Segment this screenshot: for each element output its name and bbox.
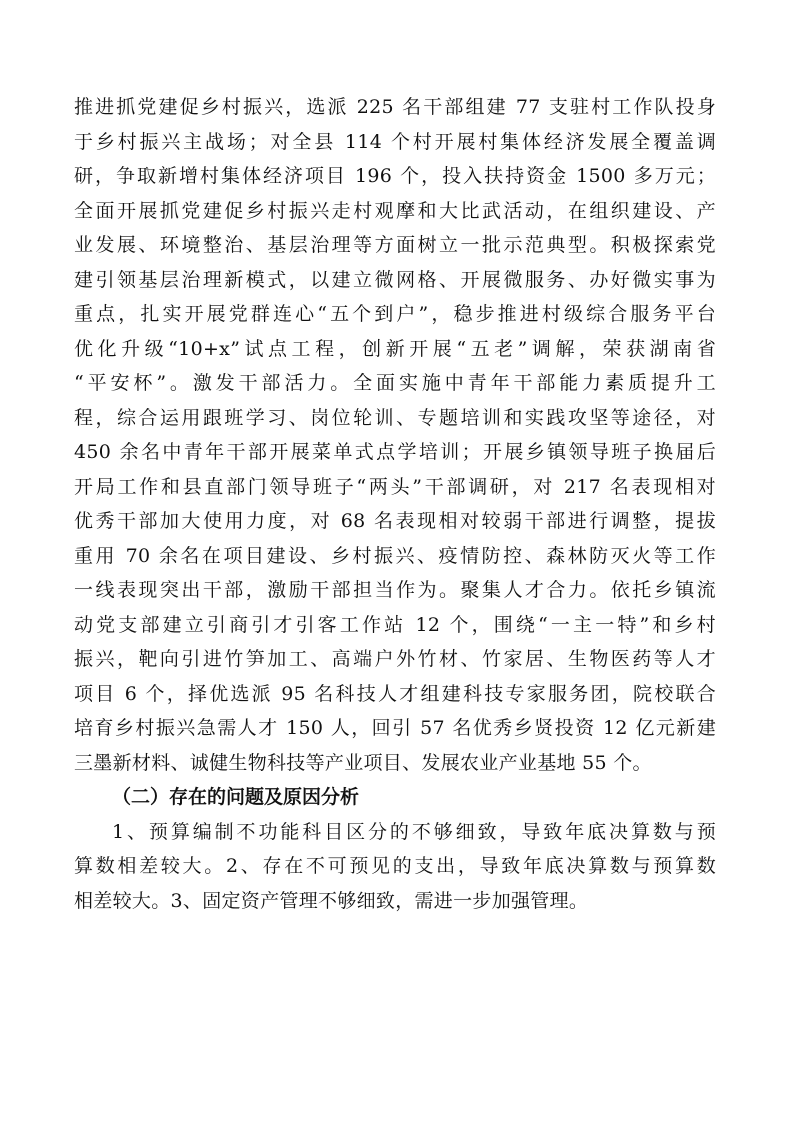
- text-line: 振兴，靶向引进竹笋加工、高端户外竹材、竹家居、生物医药等人才: [74, 648, 716, 670]
- text-line: 全面开展抓党建促乡村振兴走村观摩和大比武活动，在组织建设、产: [74, 199, 716, 222]
- text-line: 项目 6 个，择优选派 95 名科技人才组建科技专家服务团，院校联合: [74, 682, 716, 705]
- text-line: 算数相差较大。2、存在不可预见的支出，导致年底决算数与预算数: [74, 855, 716, 877]
- text-line: “平安杯”。激发干部活力。全面实施中青年干部能力素质提升工: [74, 372, 716, 394]
- document-page: [74, 90, 716, 918]
- text-line: 程，综合运用跟班学习、岗位轮训、专题培训和实践攻坚等途径，对: [74, 406, 716, 429]
- text-line: 重用 70 余名在项目建设、乡村振兴、疫情防控、森林防灭火等工作: [74, 544, 716, 567]
- text-line: 相差较大。3、固定资产管理不够细致，需进一步加强管理。: [74, 889, 589, 912]
- paragraph-party-building: [74, 90, 716, 780]
- paragraph-problems: [74, 815, 716, 919]
- text-line: 开局工作和县直部门领导班子“两头”干部调研，对 217 名表现相对: [74, 475, 716, 498]
- section-heading: （二）存在的问题及原因分析: [112, 786, 360, 808]
- text-line: 业发展、环境整治、基层治理等方面树立一批示范典型。积极探索党: [74, 234, 716, 256]
- text-line: 培育乡村振兴急需人才 150 人，回引 57 名优秀乡贤投资 12 亿元新建: [74, 717, 716, 739]
- text-line: 推进抓党建促乡村振兴，选派 225 名干部组建 77 支驻村工作队投身: [74, 96, 716, 118]
- text-line: 重点，扎实开展党群连心“五个到户”，稳步推进村级综合服务平台: [74, 303, 716, 325]
- text-line: 优秀干部加大使用力度，对 68 名表现相对较弱干部进行调整，提拔: [74, 510, 716, 532]
- text-line: 建引领基层治理新模式，以建立微网格、开展微服务、办好微实事为: [74, 268, 716, 291]
- text-line: 动党支部建立引商引才引客工作站 12 个，围绕“一主一特”和乡村: [74, 613, 716, 636]
- text-line: 优化升级“10+x”试点工程，创新开展“五老”调解，荣获湖南省: [74, 337, 716, 360]
- text-line: 450 余名中青年干部开展菜单式点学培训；开展乡镇领导班子换届后: [74, 441, 716, 463]
- text-line: 1、预算编制不功能科目区分的不够细致，导致年底决算数与预: [112, 820, 716, 843]
- text-line: 研，争取新增村集体经济项目 196 个，投入扶持资金 1500 多万元；: [74, 165, 716, 187]
- text-line: 于乡村振兴主战场；对全县 114 个村开展村集体经济发展全覆盖调: [74, 130, 716, 153]
- text-line: 一线表现突出干部，激励干部担当作为。聚集人才合力。依托乡镇流: [74, 579, 716, 601]
- text-line: 三墨新材料、诚健生物科技等产业项目、发展农业产业基地 55 个。: [74, 751, 652, 774]
